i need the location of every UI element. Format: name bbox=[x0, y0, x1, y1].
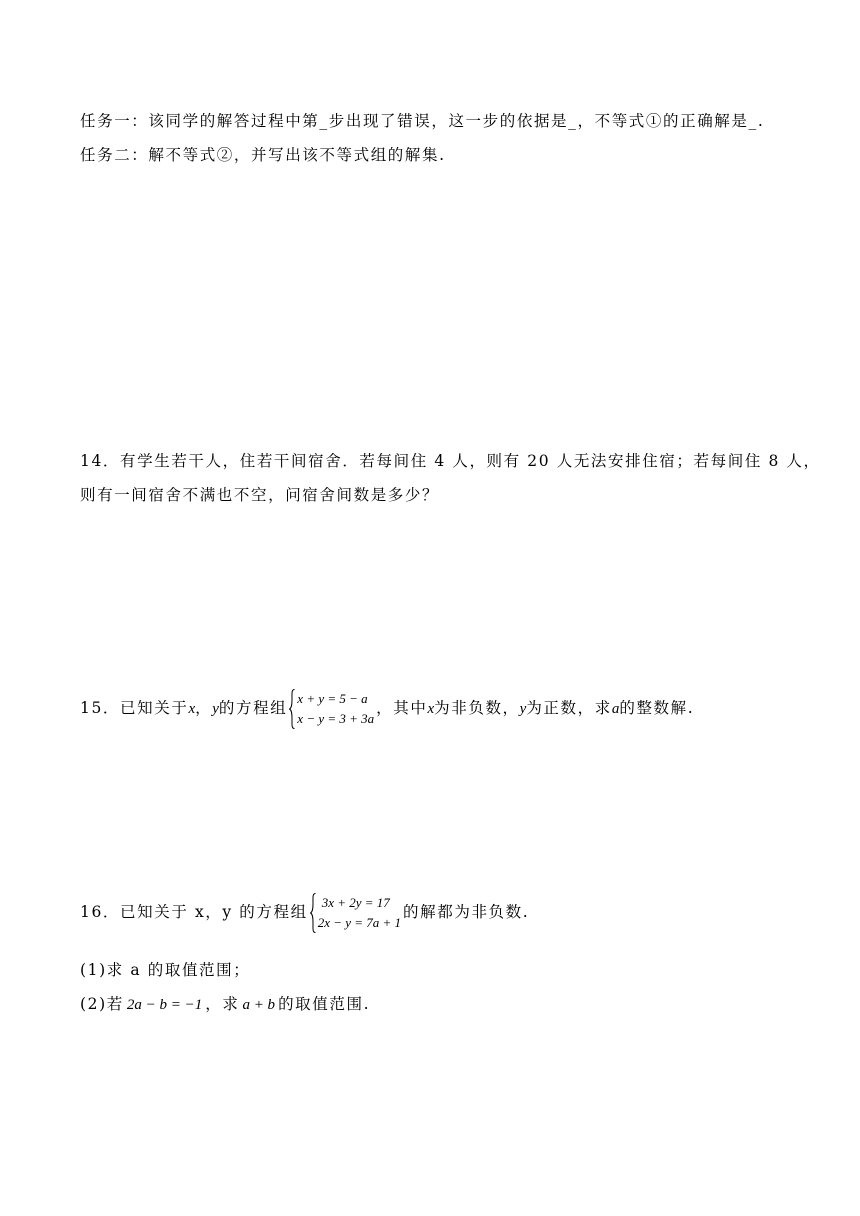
q15-var-y: y bbox=[212, 701, 219, 717]
q15-eq1: x + y = 5 − a bbox=[297, 691, 368, 706]
q16-part1: (1)求 a 的取值范围； bbox=[80, 961, 251, 979]
q16-prefix: 16．已知关于 x，y 的方程组 bbox=[80, 903, 308, 921]
q16-part2-mid: ，求 bbox=[205, 995, 240, 1013]
q15-t2: 为正数，求 bbox=[526, 699, 612, 717]
q15-mid: 的方程组 bbox=[218, 699, 288, 717]
q15-x2: x bbox=[427, 701, 435, 717]
q16-part2-expr: 2a − b = −1 bbox=[126, 997, 203, 1013]
q16-part2-suffix: 的取值范围. bbox=[278, 995, 371, 1013]
brace-icon bbox=[289, 689, 295, 729]
task2-text: 任务二：解不等式②，并写出该不等式组的解集. bbox=[80, 146, 446, 164]
q16-eq2: 2x − y = 7a + 1 bbox=[317, 915, 402, 930]
question-14-line1: 14．有学生若干人，住若干间宿舍．若每间住 4 人，则有 20 人无法安排住宿；若每间住 8 人， bbox=[80, 452, 821, 470]
q15-equation-system bbox=[289, 689, 374, 729]
q16-part2-expr2: a + b bbox=[242, 997, 276, 1013]
q16-equation-system bbox=[310, 893, 401, 933]
q15-eq2: x − y = 3 + 3a bbox=[297, 711, 375, 726]
q16-suffix: 的解都为非负数. bbox=[403, 903, 530, 921]
question-14-line2: 则有一间宿舍不满也不空，问宿舍间数是多少？ bbox=[80, 486, 440, 504]
q15-after: ，其中 bbox=[376, 699, 428, 717]
q15-prefix: 15．已知关于 bbox=[80, 699, 189, 717]
q16-part2-prefix: (2)若 bbox=[80, 995, 124, 1013]
q15-t1: 为非负数， bbox=[434, 699, 520, 717]
q15-separator: ， bbox=[195, 699, 213, 717]
task1-text: 任务一：该同学的解答过程中第_步出现了错误，这一步的依据是_，不等式①的正确解是_. bbox=[80, 112, 765, 130]
q15-y2: y bbox=[519, 701, 527, 717]
q15-a: a bbox=[611, 701, 620, 717]
q16-part2 bbox=[80, 994, 370, 1015]
question-16 bbox=[80, 893, 529, 933]
question-15 bbox=[80, 689, 694, 729]
q16-eq1: 3x + 2y = 17 bbox=[321, 895, 390, 910]
brace-icon bbox=[310, 893, 316, 933]
q15-t3: 的整数解. bbox=[619, 699, 695, 717]
q15-var-x: x bbox=[188, 701, 196, 717]
